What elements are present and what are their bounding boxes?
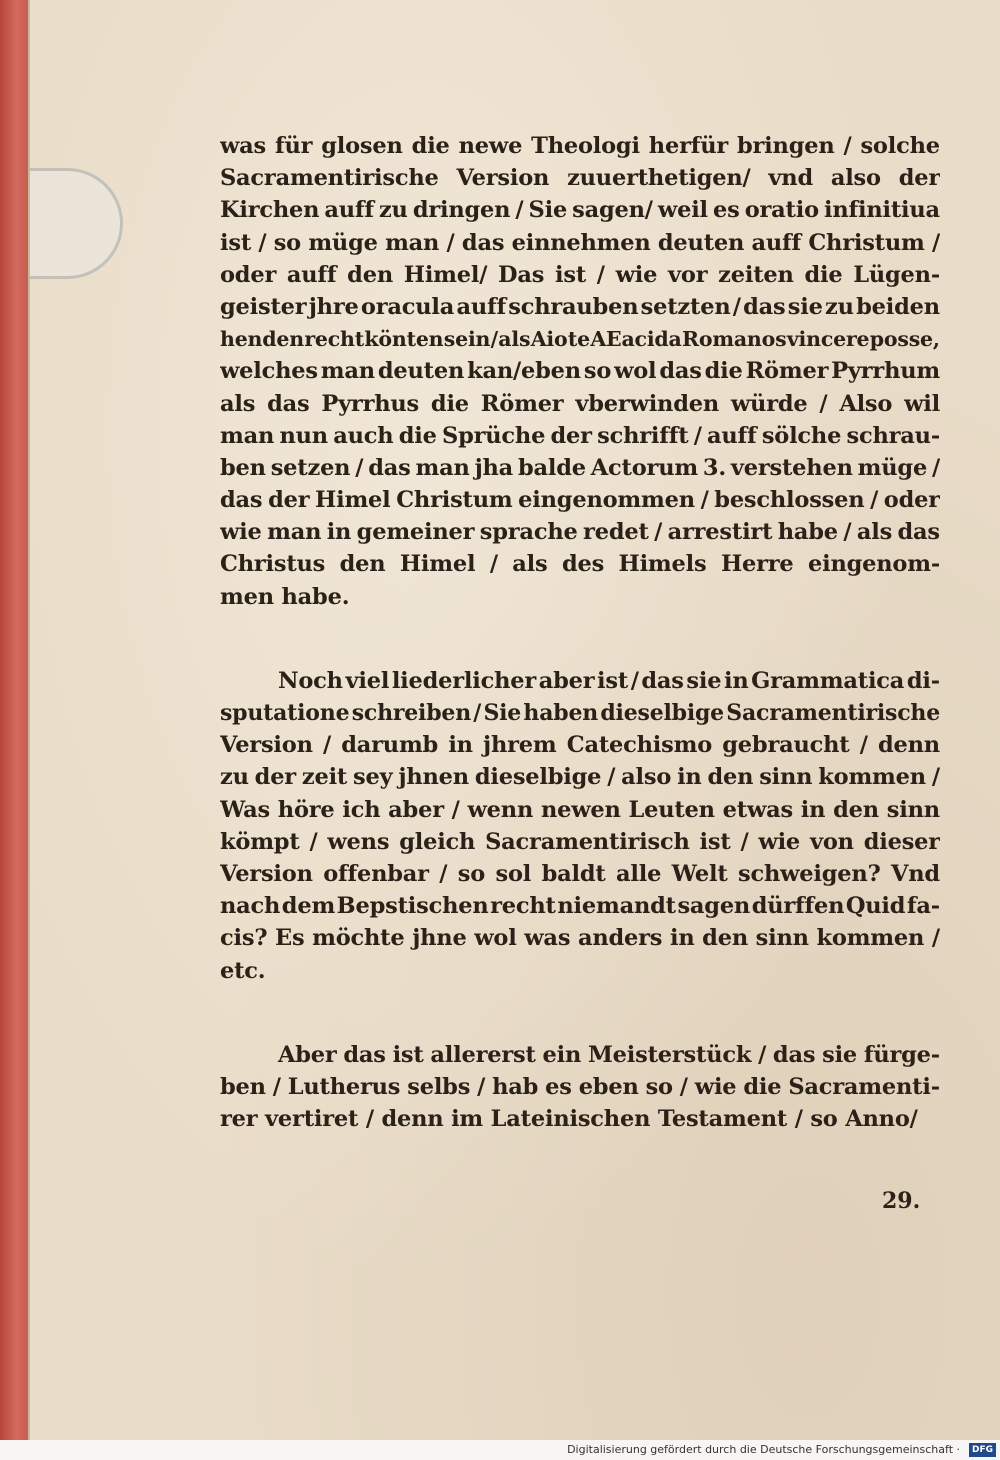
text-line: men habe. <box>220 583 350 610</box>
text-line: henden recht könten sein / als Aio te AEacida Romanos vincere posse, <box>220 327 940 352</box>
text-line: kömpt / wens gleich Sacramentirisch ist / wie von dieser <box>220 828 940 855</box>
text-line: cis? Es möchte jhne wol was anders in den sinn kommen / <box>220 925 940 952</box>
text-line: was für glosen die newe Theologi herfür bringen / solche <box>220 133 940 159</box>
page-body-text <box>220 130 940 1135</box>
digitization-footer <box>0 1440 1000 1460</box>
text-line: Version / darumb in jhrem Catechismo gebraucht / denn <box>220 732 940 759</box>
paragraph <box>220 665 940 987</box>
text-line: das der Himel Christum eingenommen / beschlossen / oder <box>220 487 940 514</box>
text-line: Kirchen auff zu dringen / Sie sagen/ weil es oratio infinitiua <box>220 197 940 224</box>
text-line: sputatione schreiben / Sie haben dieselbige Sacramentirische <box>220 700 940 726</box>
page-clip-icon <box>30 168 123 279</box>
text-line: Aber das ist allererst ein Meisterstück / das sie fürge- <box>278 1041 940 1068</box>
text-line: Version offenbar / so sol baldt alle Welt schweigen? Vnd <box>220 860 940 887</box>
text-line: ben setzen / das man jha balde Actorum 3. verstehen müge / <box>220 454 940 481</box>
text-line: wie man in gemeiner sprache redet / arrestirt habe / als das <box>220 519 940 546</box>
dfg-logo: DFG <box>969 1443 996 1457</box>
text-line: zu der zeit sey jhnen dieselbige / also in den sinn kommen / <box>220 764 940 791</box>
text-line: oder auff den Himel/ Das ist / wie vor zeiten die Lügen- <box>220 261 940 288</box>
paragraph <box>220 1039 940 1136</box>
text-line: als das Pyrrhus die Römer vberwinden würde / Also wil <box>220 390 940 417</box>
text-line: Noch viel liederlicher aber ist / das sie in Grammatica di- <box>278 667 940 694</box>
paragraph <box>220 130 940 613</box>
text-line: Was höre ich aber / wenn newen Leuten etwas in den sinn <box>220 796 940 823</box>
footer-credit: Digitalisierung gefördert durch die Deutsche Forschungsgemeinschaft · <box>567 1443 960 1456</box>
text-line: ist / so müge man / das einnehmen deuten auff Christum / <box>220 229 940 256</box>
text-line: rer vertiret / denn im Lateinischen Testament / so Anno/ <box>220 1106 918 1133</box>
text-line: Christus den Himel / als des Himels Herre eingenom- <box>220 551 940 578</box>
text-line: man nun auch die Sprüche der schrifft / auff sölche schrau- <box>220 422 940 449</box>
text-line: geister jhre oracula auff schrauben setzten / das sie zu beiden <box>220 293 940 320</box>
text-line: nach dem Bepstischen recht niemandt sagen dürffen Quid fa- <box>220 893 940 920</box>
text-line: welches man deuten kan/eben so wol das die Römer Pyrrhum <box>220 358 940 385</box>
page-number: 29. <box>882 1188 921 1214</box>
text-line: Sacramentirische Version zuuerthetigen/ vnd also der <box>220 165 940 192</box>
text-line: ben / Lutherus selbs / hab es eben so / wie die Sacramenti- <box>220 1073 940 1100</box>
text-line: etc. <box>220 957 266 984</box>
book-edge <box>0 0 30 1440</box>
